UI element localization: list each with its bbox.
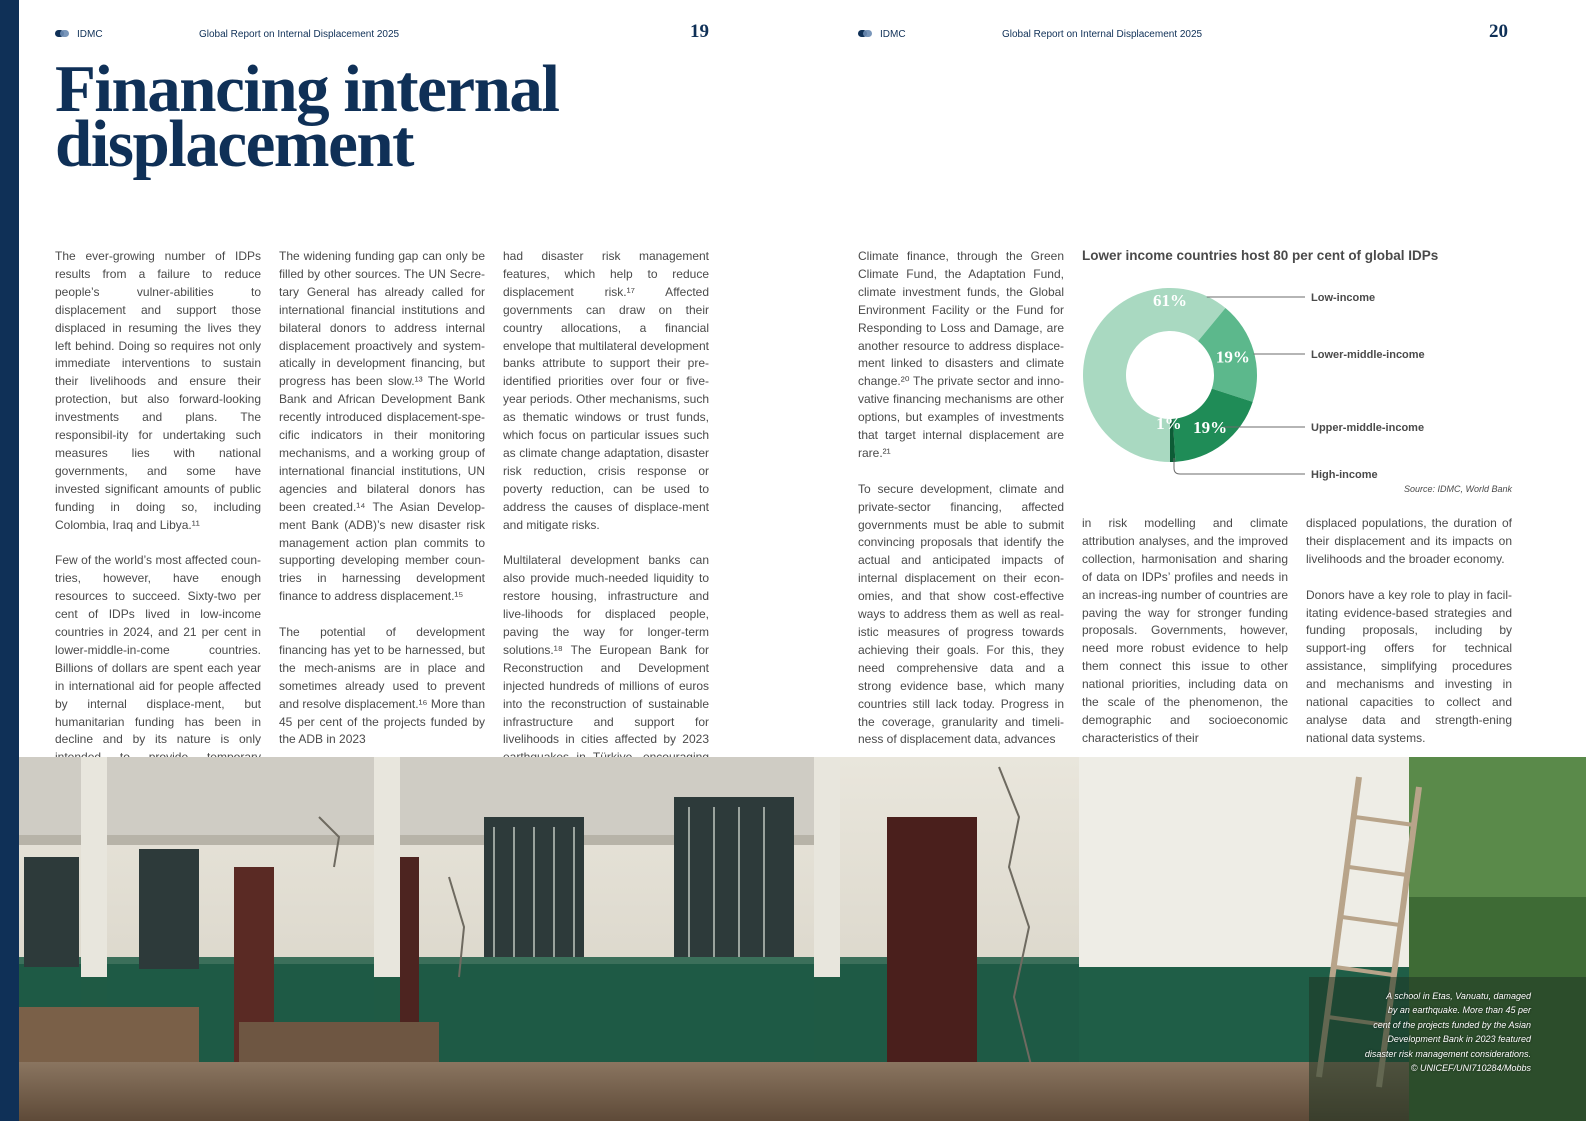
body-column-3 [503, 248, 709, 785]
headline-line-1: Financing internal [55, 52, 559, 126]
report-title: Global Report on Internal Displacement 2025 [199, 29, 400, 40]
org-name: IDMC [880, 29, 906, 40]
caption-line: disaster risk management considerations. [1364, 1048, 1531, 1059]
running-head-left [55, 28, 715, 42]
paragraph: displaced populations, the duration of their displacement and its impacts on livelihoods and the broader economy. [1306, 516, 1512, 566]
page-number-left: 19 [690, 21, 709, 42]
legend-leader-line [1174, 458, 1305, 474]
photo-caption [1341, 989, 1531, 1075]
report-title: Global Report on Internal Displacement 2025 [1002, 29, 1203, 40]
body-column-6 [1306, 515, 1512, 748]
donut-value-label: 19% [1215, 347, 1250, 367]
page-headline [55, 52, 695, 181]
paragraph: in risk modelling and climate attribution analyses, and the improved collection, harmonisation and sharing of data on IDPs’ profiles and needs in an increas-ing number of countries are paving the way for stronger funding proposals. Governments, however, need more robust evidence to help them connect this issue to other national priorities, including data on the scale of the phenomenon, the demographic and socioeconomic characteristics of their [1082, 516, 1288, 745]
donut-chart [1070, 280, 1530, 490]
caption-line: Development Bank in 2023 featured [1387, 1034, 1531, 1045]
caption-line: cent of the projects funded by the Asian [1373, 1019, 1531, 1030]
legend-label: Lower-middle-income [1311, 349, 1425, 361]
paragraph: Few of the world’s most affected coun-tries, however, have enough resources to succeed. Sixty-two per cent of IDPs lived in low-income countries in 2024, and 21 per cent in lower-middle-in-come countries. Billions of dollars are spent each year in international aid for people affected by internal displace-ment, but humanitarian funding has been in decline and by its nature is only [55, 553, 261, 747]
page-number-right: 20 [1489, 21, 1508, 42]
paragraph: Donors have a key role to play in facil-itating evidence-based strategies and funding proposals, including by support-ing offers for technical assistance, simplifying procedures and mechanisms and investing in national capacities to collect and analyse data and strength-ening national data systems. [1306, 587, 1512, 745]
donut-value-label: 61% [1153, 291, 1187, 310]
paragraph: had disaster risk management features, which help to reduce displacement risk.¹⁷ Affected governments can draw on their country allocations, a financial envelope that multilateral development banks attribute to support their pre-identified priorities over four or five-year periods. Other mechanisms, such as thematic windows or trust funds, which focus on particular issues such as climate change adaptation, disaster risk reduction, crisis response or poverty reduction, can be used to address the causes of displace-ment and mitigate risks. [503, 249, 709, 532]
chart-title: Lower income countries host 80 per cent of global IDPs [1082, 248, 1439, 263]
headline-line-2: displacement [55, 107, 413, 181]
body-column-5 [1082, 515, 1288, 748]
paragraph: Climate finance, through the Green Climate Fund, the Adaptation Fund, climate investment funds, the Global Environment Facility or the Fund for Responding to Loss and Damage, are another resource to address displace-ment linked to disasters and climate change.²⁰ The private sector and inno-vative financing mechanisms are other options, but examples of investments that target internal displacement are rare.²¹ [858, 249, 1064, 460]
idmc-logo-icon [858, 30, 873, 37]
body-column-1 [55, 248, 261, 785]
paragraph: The ever-growing number of IDPs results from a failure to reduce people’s vulner-abilities to displacement and support those displaced in resuming the lives they left behind. Doing so requires not only immediate interventions to sustain their livelihoods and ensure their protection, but also forward-looking investments and plans. The responsibil-ity for undertaking such measures lies with national governments, and some have invested significant amounts of public funding in doing so, including Colombia, Iraq and Libya.¹¹ [55, 249, 261, 532]
paragraph: The widening funding gap can only be filled by other sources. The UN Secre-tary General has already called for international financial institutions and bilateral donors to address internal displacement proactively and system-atically in development financing, but progress has been slow.¹³ The World Bank and African Development Bank recently introduced displacement-spe-cific indicators in their monitoring mechanisms, and a working group of international financial institutions, UN agencies and bilateral donors has been created.¹⁴ The Asian Develop-ment Bank (ADB)’s new disaster risk management action plan commits to supporting developing member coun-tries in harnessing development finance to address displacement.¹⁵ [279, 249, 485, 604]
paragraph: The potential of development financing has yet to be harnessed, but the mech-anisms are in place and sometimes already used to prevent and resolve displacement.¹⁶ More than 45 per cent of the projects funded by the ADB in 2023 [279, 625, 485, 747]
org-name: IDMC [77, 29, 103, 40]
page-spine-bar [0, 0, 19, 1121]
caption-line: by an earthquake. More than 45 per [1387, 1005, 1531, 1016]
donut-value-label: 19% [1193, 417, 1228, 437]
legend-label: Upper-middle-income [1311, 422, 1425, 434]
body-column-4 [858, 248, 1064, 749]
chart-source: Source: IDMC, World Bank [1403, 484, 1512, 494]
photo-credit: © UNICEF/UNI710284/Mobbs [1410, 1063, 1531, 1074]
caption-line: A school in Etas, Vanuatu, damaged [1386, 991, 1531, 1001]
body-column-2 [279, 248, 485, 749]
legend-label: High-income [1311, 469, 1378, 481]
paragraph: Multilateral development banks can also provide much-needed liquidity to restore housing, infrastructure and live-lihoods for displaced people, paving the way for longer-term solutions.¹⁸ The European Bank for Reconstruction and Development injected hundreds of millions of euros into the reconstruction of sustainable infrastructure and support for livelihoods in cities affected by 2023 [503, 553, 709, 747]
legend-label: Low-income [1311, 292, 1376, 304]
idmc-logo-icon [55, 30, 70, 37]
school-photo [19, 757, 1586, 1121]
paragraph: To secure development, climate and private-sector financing, affected governments must be able to submit convincing proposals that identify the actual and anticipated impacts of internal displacement on their econ-omies, and that show cost-effective ways to address them as well as real-istic measures of progress towards achieving their goals. For this, they need comprehensive data and a strong evidence base, which many countries still lack today. Progress in the coverage, granularity and timeli-ness of displacement data, advances [858, 481, 1064, 747]
donut-value-label: 1% [1156, 413, 1182, 433]
running-head-right [858, 28, 1518, 42]
